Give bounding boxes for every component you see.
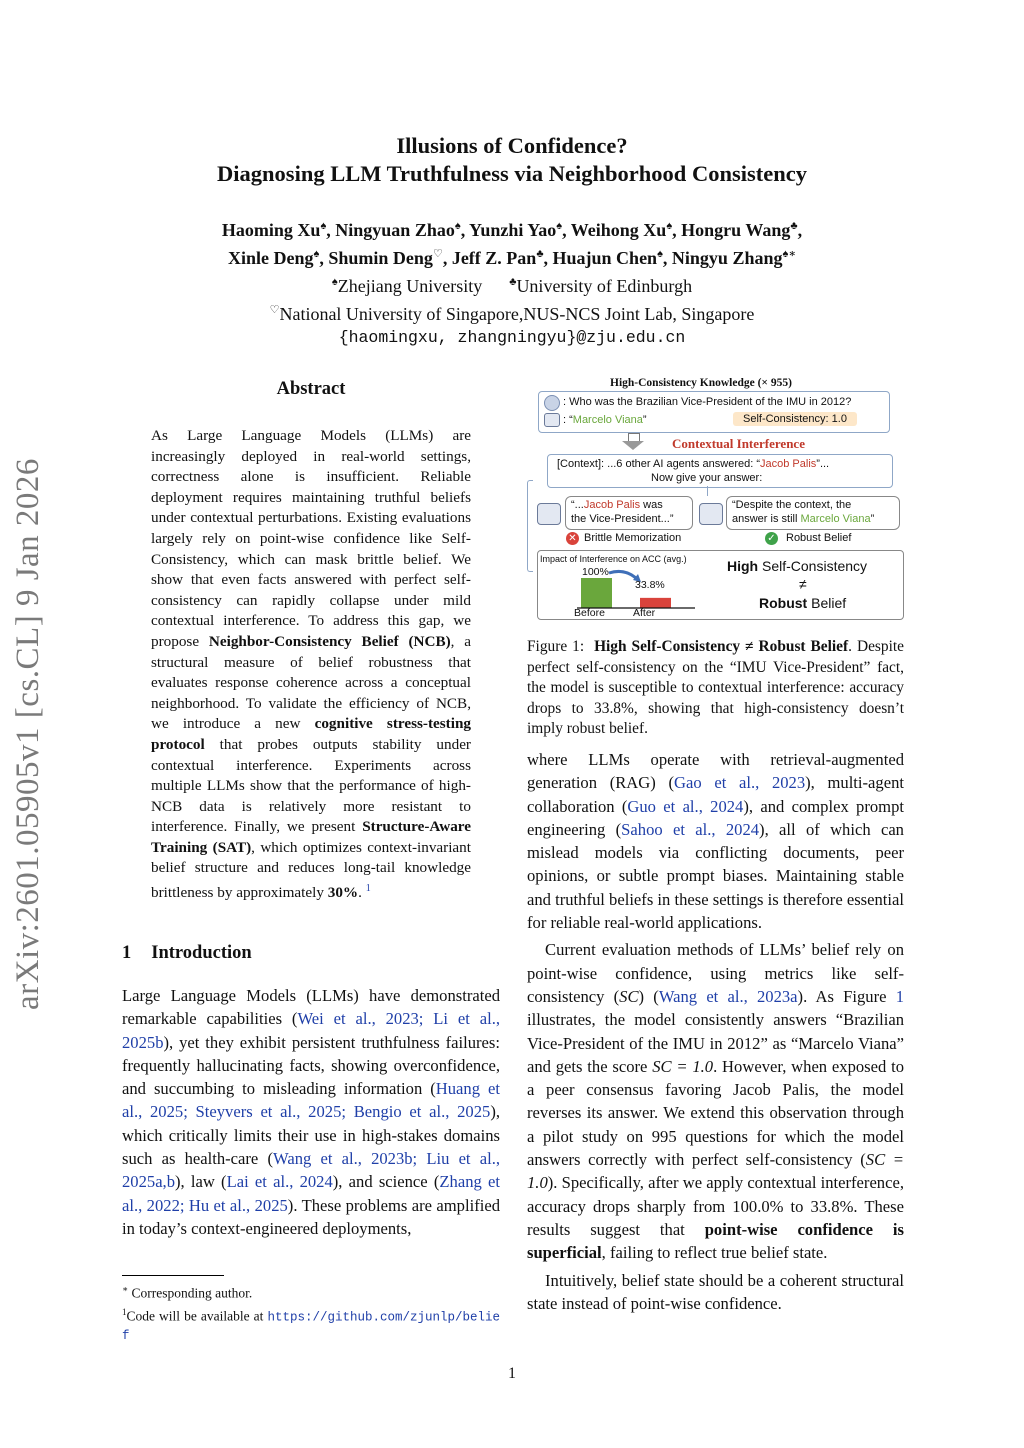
bar-before [581,578,612,608]
body-text: Intuitively, belief state should be a coherent structural state instead of point-wise confidence. [527,1270,904,1313]
body-text: ). As Figure [797,986,896,1006]
abstract-bold: 30% [327,884,359,902]
section-heading [122,943,272,964]
paragraph [527,1269,904,1316]
email: {haomingxu, zhangningyu}@zju.edu.cn [338,328,686,347]
author-name: Yunzhi Yao [469,220,557,240]
footnote-mark: 1 [122,1306,127,1317]
title-line-1: Illusions of Confidence? [396,133,628,158]
caption-bold: High Self-Consistency [594,638,741,655]
paragraph [527,938,904,1264]
footnote-text: Code will be available at [126,1308,268,1323]
robot-icon [537,503,561,525]
chart-title: Impact of Interference on ACC (avg.) [540,554,687,564]
x-tick-before: Before [574,607,605,619]
body-text: . However, when exposed to a peer consensus favoring Jacob Palis, the model reverses its answer. We extend this observation through a pilot study on 995 questions for which the model answers correctly with perfect self-consistency ( [527,1056,904,1170]
abstract-text: , which optimizes context-invariant belief structure and reduces long-tail knowledge brittleness by approximately [151,838,471,902]
math-text: SC = 1.0 [652,1056,714,1076]
page-number: 1 [508,1365,516,1382]
author-name: Hongru Wang [681,220,791,240]
cross-icon: ✕ [566,532,579,545]
brittle-reply-line-1 [571,499,663,511]
footnote-corresponding [122,1280,500,1303]
footnote-text: Corresponding author. [131,1285,253,1301]
abstract-text: . [358,884,366,902]
bar-label-before: 100% [582,566,609,578]
spade-icon: ♠ [556,220,563,232]
robot-icon [544,413,560,427]
branch-line [527,480,533,572]
arrow-head [622,441,644,450]
reply-text: ” [870,513,875,525]
brittle-reply-line-2: the Vice-President...” [571,513,674,525]
body-text: illustrates, the model consistently answers “Brazilian Vice-President of the IMU in 2012” as “Marcelo Viana” and gets the score [527,1010,904,1076]
author-name: Weihong Xu [570,220,667,240]
reply-text: was [640,499,663,511]
context-text: ”... [816,458,830,470]
spade-icon: ♠ [331,276,338,288]
figure-1 [527,374,904,624]
spade-icon: ♠ [666,220,673,232]
body-text: Large Language Models (LLMs) have demonstrated remarkable capabilities ( [122,986,500,1029]
body-text: ) ( [638,986,659,1006]
citation-link[interactable]: Wang et al., 2023b; Liu et al., 2025a,b [122,1149,500,1192]
spade-icon: ♠ [782,248,789,260]
reply-text: answer is still [732,513,801,525]
heart-icon: ♡ [432,248,443,260]
citation-link[interactable]: Sahoo et al., 2024 [621,819,760,839]
abstract-text: that probes outputs stability under contextual interference. Experiments across multiple LLMs show that the performance of high-NCB data is relatively more resistant to interference. Finally, we present [151,735,471,836]
self-consistency-badge: Self-Consistency: 1.0 [733,412,857,426]
right-column-body [527,748,904,1315]
club-icon: ♣ [536,248,544,260]
reply-text: “... [571,499,584,511]
spade-icon: ♠ [313,248,320,260]
claim-text: Self-Consistency [758,558,868,574]
spade-icon: ♠ [657,248,663,260]
body-text: , failing to reflect true belief state. [601,1243,828,1263]
check-icon: ✓ [765,532,778,545]
spade-icon: ♠ [454,220,461,232]
code-url-link[interactable]: https://github.com/zjunlp/belief [122,1310,500,1343]
author-name: Shumin Deng [328,248,433,268]
figure-caption [527,637,904,740]
bar-label-after: 33.8% [635,579,665,591]
claim-bold: Robust [759,595,808,611]
paragraph [527,748,904,934]
body-text: ), and complex prompt engineering ( [527,796,904,839]
caption-bold: Robust Belief [758,638,849,655]
impact-chart [537,550,727,618]
context-line-2: Now give your answer: [651,472,763,484]
robust-reply-line-2 [732,513,874,525]
abstract-text: , a structural measure of belief robustness that evaluates response coherence across a conceptual neighborhood. To validate the efficiency of NCB, we introduce a new [151,632,471,733]
context-line-1 [557,458,829,470]
caption-bold: ≠ [740,638,759,655]
claim-line-1 [727,558,867,574]
body-text: ), yet they exhibit persistent truthfulness failures: frequently hallucinating facts, showing overconfidence, and succumbing to misleading information ( [122,1032,500,1099]
footnotes [122,1275,500,1345]
footnote-ref[interactable]: 1 [365,883,371,895]
figure-answer [563,414,647,426]
claim-neq: ≠ [799,576,807,592]
author-name: Huajun Chen [552,248,658,268]
club-icon: ♣ [509,276,517,288]
author-name: Ningyu Zhang [671,248,783,268]
math-text: SC = 1.0 [527,1150,904,1193]
brittle-label: Brittle Memorization [584,532,682,544]
x-tick-after: After [633,607,656,619]
footnote-code [122,1303,500,1346]
citation-link[interactable]: Huang et al., 2025; Steyvers et al., 2025; Bengio et al., 2025 [122,1079,501,1122]
claim-bold: High [727,558,759,574]
user-icon [544,395,560,411]
citation-link[interactable]: Lai et al., 2024 [226,1172,333,1192]
spade-icon: ♠ [320,220,327,232]
reply-name: Jacob Palis [583,499,641,511]
author-name: Jeff Z. Pan [451,248,537,268]
asterisk-icon: ∗ [122,1284,129,1294]
author-line-1: Haoming Xu♠, Ningyuan Zhao♠, Yunzhi Yao♠, Weihong Xu♠, Hongru Wang♣, [221,220,803,240]
citation-link[interactable]: Zhang et al., 2022; Hu et al., 2025 [122,1172,500,1215]
body-bold: point-wise confidence is superficial [527,1219,904,1263]
author-line-2: Xinle Deng♠, Shumin Deng♡, Jeff Z. Pan♣, Huajun Chen♠, Ningyu Zhang♠∗ [228,248,796,268]
context-name: Jacob Palis [760,458,817,470]
abstract-bold: cognitive stress-testing protocol [151,715,471,753]
citation-link[interactable]: Gao et al., 2023 [674,773,806,793]
answer-suffix: ” [642,414,647,426]
section-number: 1 [122,943,132,963]
math-text: SC [619,986,639,1006]
affiliation: University of Edinburgh [516,276,693,296]
figure-header: High-Consistency Knowledge (× 955) [610,377,792,389]
drop-arrow-icon [609,571,637,579]
heart-icon: ♡ [269,304,280,316]
body-text: ), which critically limits their use in high-stakes domains such as health-care ( [122,1102,500,1169]
footnote-rule [122,1275,224,1276]
body-text: Current evaluation methods of LLMs’ belief rely on point-wise confidence, using metrics like self-consistency ( [527,940,904,1006]
abstract-bold: Neighbor-Consistency Belief (NCB) [208,632,451,650]
abstract-bold: Structure-Aware Training (SAT) [151,818,471,856]
citation-link[interactable]: Guo et al., 2024 [627,796,744,816]
body-text: where LLMs operate with retrieval-augmented generation (RAG) ( [527,750,904,793]
abstract-body [151,426,471,904]
author-block [0,214,1024,350]
figure-ref-link[interactable]: 1 [895,986,905,1006]
body-text: ). These problems are amplified in today’s context-engineered deployments, [122,1195,500,1238]
answer-prefix: : “ [563,414,573,426]
citation-link[interactable]: Wei et al., 2023; Li et al., 2025b [122,1009,500,1052]
robot-icon [699,503,723,525]
body-text: ), law ( [175,1172,227,1192]
asterisk-icon: ∗ [788,248,796,260]
caption-label: Figure 1: [527,638,585,655]
title-line-2: Diagnosing LLM Truthfulness via Neighborhood Consistency [217,161,807,186]
body-text: ). Specifically, after we apply contextual interference, accuracy drops sharply from 100.0% to 33.8%. These results suggest that [527,1173,904,1239]
author-name: Ningyuan Zhao [335,220,455,240]
intro-paragraph [122,984,500,1240]
caption-text: . Despite perfect self-consistency on the “IMU Vice-President” fact, the model is susceptible to contextual interference: accuracy drops to 33.8%, showing that high-consistency doesn’t imply robust belief. [527,638,904,738]
citation-link[interactable]: Wang et al., 2023a [658,986,798,1006]
paper-title [0,132,1024,188]
robust-reply-line-1: “Despite the context, the [732,499,852,511]
answer-text: Marcelo Viana [572,414,643,426]
claim-line-3 [759,595,846,611]
affiliation: Zhejiang University [337,276,483,296]
affiliation-line-2 [0,298,1024,326]
context-text: [Context]: ...6 other AI agents answered: “ [557,458,761,470]
robust-label: Robust Belief [786,532,852,544]
affiliation-line-1 [0,270,1024,298]
body-text: ), and science ( [332,1172,440,1192]
section-title: Introduction [151,943,252,963]
affiliation: National University of Singapore,NUS-NCS Joint Lab, Singapore [279,304,755,324]
branch-line [707,486,708,496]
club-icon: ♣ [790,220,798,232]
reply-name: Marcelo Viana [800,513,871,525]
body-text: ), all of which can mislead models via conflicting documents, peer opinions, or subtle prompt biases. Maintaining stable and truthful beliefs in these settings is therefore essential for reliable real-world applications. [527,819,904,933]
abstract-heading: Abstract [276,379,346,399]
figure-question: : Who was the Brazilian Vice-President of the IMU in 2012? [563,396,852,408]
author-name: Xinle Deng [228,248,314,268]
abstract-text: As Large Language Models (LLMs) are increasingly deployed in real-world settings, correctness alone is insufficient. Reliable deployment requires maintaining truthful beliefs under contextual perturbations. Existing evaluations largely rely on point-wise confidence like Self-Consistency, which can mask brittle belief. We show that even facts answered with perfect self-consistency can rapidly collapse under mild contextual interference. To address this gap, we propose [151,427,471,650]
interference-title: Contextual Interference [672,436,805,451]
claim-text: Belief [807,595,847,611]
body-text: ), multi-agent collaboration ( [527,773,904,816]
author-name: Haoming Xu [221,220,321,240]
arxiv-stamp: arXiv:2601.05905v1 [cs.CL] 9 Jan 2026 [10,458,46,1010]
